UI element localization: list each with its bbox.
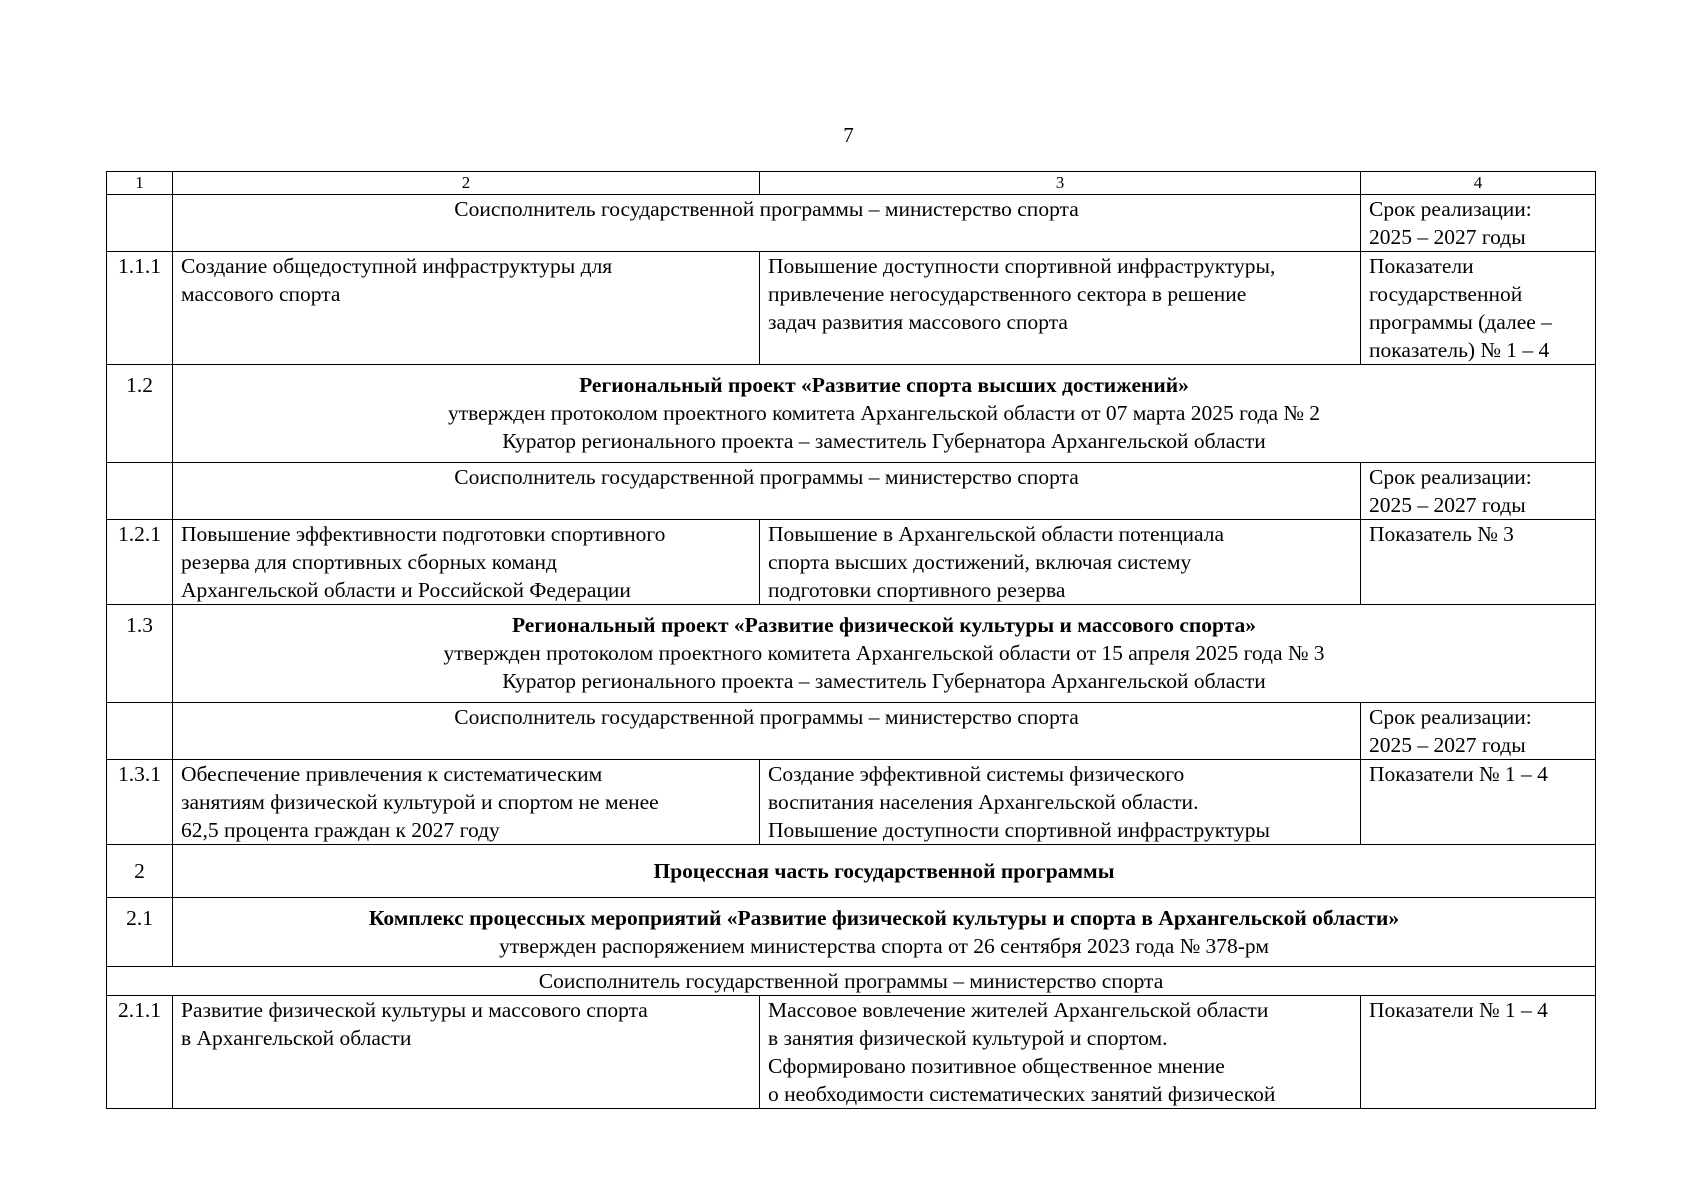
project-number: 1.3: [107, 605, 173, 703]
table-header-row: [107, 172, 1596, 195]
task-line: в Архангельской области: [181, 1026, 412, 1050]
project-curator: Куратор регионального проекта – заместитель Губернатора Архангельской области: [502, 669, 1266, 693]
column-header-4: 4: [1361, 172, 1596, 195]
task-line: Архангельской области и Российской Федерации: [181, 578, 631, 602]
term-years: 2025 – 2027 годы: [1369, 493, 1526, 517]
task-cell: [173, 520, 760, 605]
page-number: 7: [843, 123, 854, 147]
indicator-line: Показатели: [1369, 254, 1474, 278]
complex-row: [107, 898, 1596, 967]
project-cell: [173, 365, 1596, 463]
indicator-line: государственной: [1369, 282, 1523, 306]
coexecutor-row: [107, 195, 1596, 252]
column-header-2: 2: [173, 172, 760, 195]
program-structure-table: [106, 171, 1596, 1109]
indicator-cell: [1361, 996, 1596, 1109]
indicator-line: Показатели № 1 – 4: [1369, 762, 1548, 786]
effect-line: Создание эффективной системы физического: [768, 762, 1185, 786]
complex-approval: утвержден распоряжением министерства спорта от 26 сентября 2023 года № 378-рм: [499, 934, 1269, 958]
indicator-line: Показатель № 3: [1369, 522, 1514, 546]
complex-cell: [173, 898, 1596, 967]
row-number: 2.1.1: [107, 996, 173, 1109]
coexecutor-row: [107, 463, 1596, 520]
table-row: [107, 996, 1596, 1109]
section-title: Процессная часть государственной программы: [173, 845, 1596, 898]
task-cell: [173, 760, 760, 845]
indicator-line: показатель) № 1 – 4: [1369, 338, 1550, 362]
section-row: [107, 845, 1596, 898]
task-cell: [173, 996, 760, 1109]
effect-line: Массовое вовлечение жителей Архангельской области: [768, 998, 1269, 1022]
effect-line: спорта высших достижений, включая систему: [768, 550, 1192, 574]
effect-line: задач развития массового спорта: [768, 310, 1068, 334]
coexecutor-full-row: [107, 967, 1596, 996]
task-line: 62,5 процента граждан к 2027 году: [181, 818, 500, 842]
term-cell: [1361, 195, 1596, 252]
project-curator: Куратор регионального проекта – заместитель Губернатора Архангельской области: [502, 429, 1266, 453]
term-years: 2025 – 2027 годы: [1369, 225, 1526, 249]
effect-line: в занятия физической культурой и спортом.: [768, 1026, 1168, 1050]
section-number: 2: [107, 845, 173, 898]
coexecutor-cell: Соисполнитель государственной программы – министерство спорта: [173, 195, 1361, 252]
project-cell: [173, 605, 1596, 703]
table-row: [107, 252, 1596, 365]
effect-line: о необходимости систематических занятий физической: [768, 1082, 1276, 1106]
term-years: 2025 – 2027 годы: [1369, 733, 1526, 757]
task-line: занятиям физической культурой и спортом не менее: [181, 790, 659, 814]
project-title: Региональный проект «Развитие спорта высших достижений»: [579, 373, 1189, 397]
empty-num-cell: [107, 463, 173, 520]
effect-cell: [760, 996, 1361, 1109]
term-label: Срок реализации:: [1369, 465, 1532, 489]
table-row: [107, 520, 1596, 605]
effect-line: подготовки спортивного резерва: [768, 578, 1066, 602]
indicator-line: Показатели № 1 – 4: [1369, 998, 1548, 1022]
column-header-3: 3: [760, 172, 1361, 195]
task-line: Развитие физической культуры и массового спорта: [181, 998, 648, 1022]
effect-line: воспитания населения Архангельской области.: [768, 790, 1199, 814]
complex-number: 2.1: [107, 898, 173, 967]
term-label: Срок реализации:: [1369, 705, 1532, 729]
empty-num-cell: [107, 195, 173, 252]
term-cell: [1361, 703, 1596, 760]
project-number: 1.2: [107, 365, 173, 463]
coexecutor-cell: Соисполнитель государственной программы – министерство спорта: [107, 967, 1596, 996]
row-number: 1.3.1: [107, 760, 173, 845]
indicator-line: программы (далее –: [1369, 310, 1552, 334]
empty-num-cell: [107, 703, 173, 760]
project-row: [107, 365, 1596, 463]
indicator-cell: [1361, 520, 1596, 605]
task-cell: [173, 252, 760, 365]
term-label: Срок реализации:: [1369, 197, 1532, 221]
term-cell: [1361, 463, 1596, 520]
effect-line: Повышение в Архангельской области потенциала: [768, 522, 1225, 546]
project-title: Региональный проект «Развитие физической культуры и массового спорта»: [511, 613, 1257, 637]
effect-line: Повышение доступности спортивной инфраструктуры: [768, 818, 1270, 842]
row-number: 1.1.1: [107, 252, 173, 365]
coexecutor-cell: Соисполнитель государственной программы – министерство спорта: [173, 703, 1361, 760]
effect-line: привлечение негосударственного сектора в решение: [768, 282, 1247, 306]
effect-cell: [760, 252, 1361, 365]
column-header-1: 1: [107, 172, 173, 195]
effect-cell: [760, 760, 1361, 845]
task-line: Обеспечение привлечения к систематическим: [181, 762, 603, 786]
effect-cell: [760, 520, 1361, 605]
task-line: массового спорта: [181, 282, 341, 306]
effect-line: Повышение доступности спортивной инфраструктуры,: [768, 254, 1276, 278]
coexecutor-row: [107, 703, 1596, 760]
row-number: 1.2.1: [107, 520, 173, 605]
coexecutor-cell: Соисполнитель государственной программы – министерство спорта: [173, 463, 1361, 520]
project-approval: утвержден протоколом проектного комитета Архангельской области от 15 апреля 2025 года № 3: [443, 641, 1325, 665]
indicator-cell: [1361, 760, 1596, 845]
task-line: Повышение эффективности подготовки спортивного: [181, 522, 666, 546]
project-approval: утвержден протоколом проектного комитета Архангельской области от 07 марта 2025 года № 2: [447, 401, 1321, 425]
effect-line: Сформировано позитивное общественное мнение: [768, 1054, 1225, 1078]
indicator-cell: [1361, 252, 1596, 365]
task-line: резерва для спортивных сборных команд: [181, 550, 557, 574]
project-row: [107, 605, 1596, 703]
complex-title: Комплекс процессных мероприятий «Развитие физической культуры и спорта в Архангельской области»: [368, 906, 1400, 930]
table-row: [107, 760, 1596, 845]
task-line: Создание общедоступной инфраструктуры для: [181, 254, 613, 278]
